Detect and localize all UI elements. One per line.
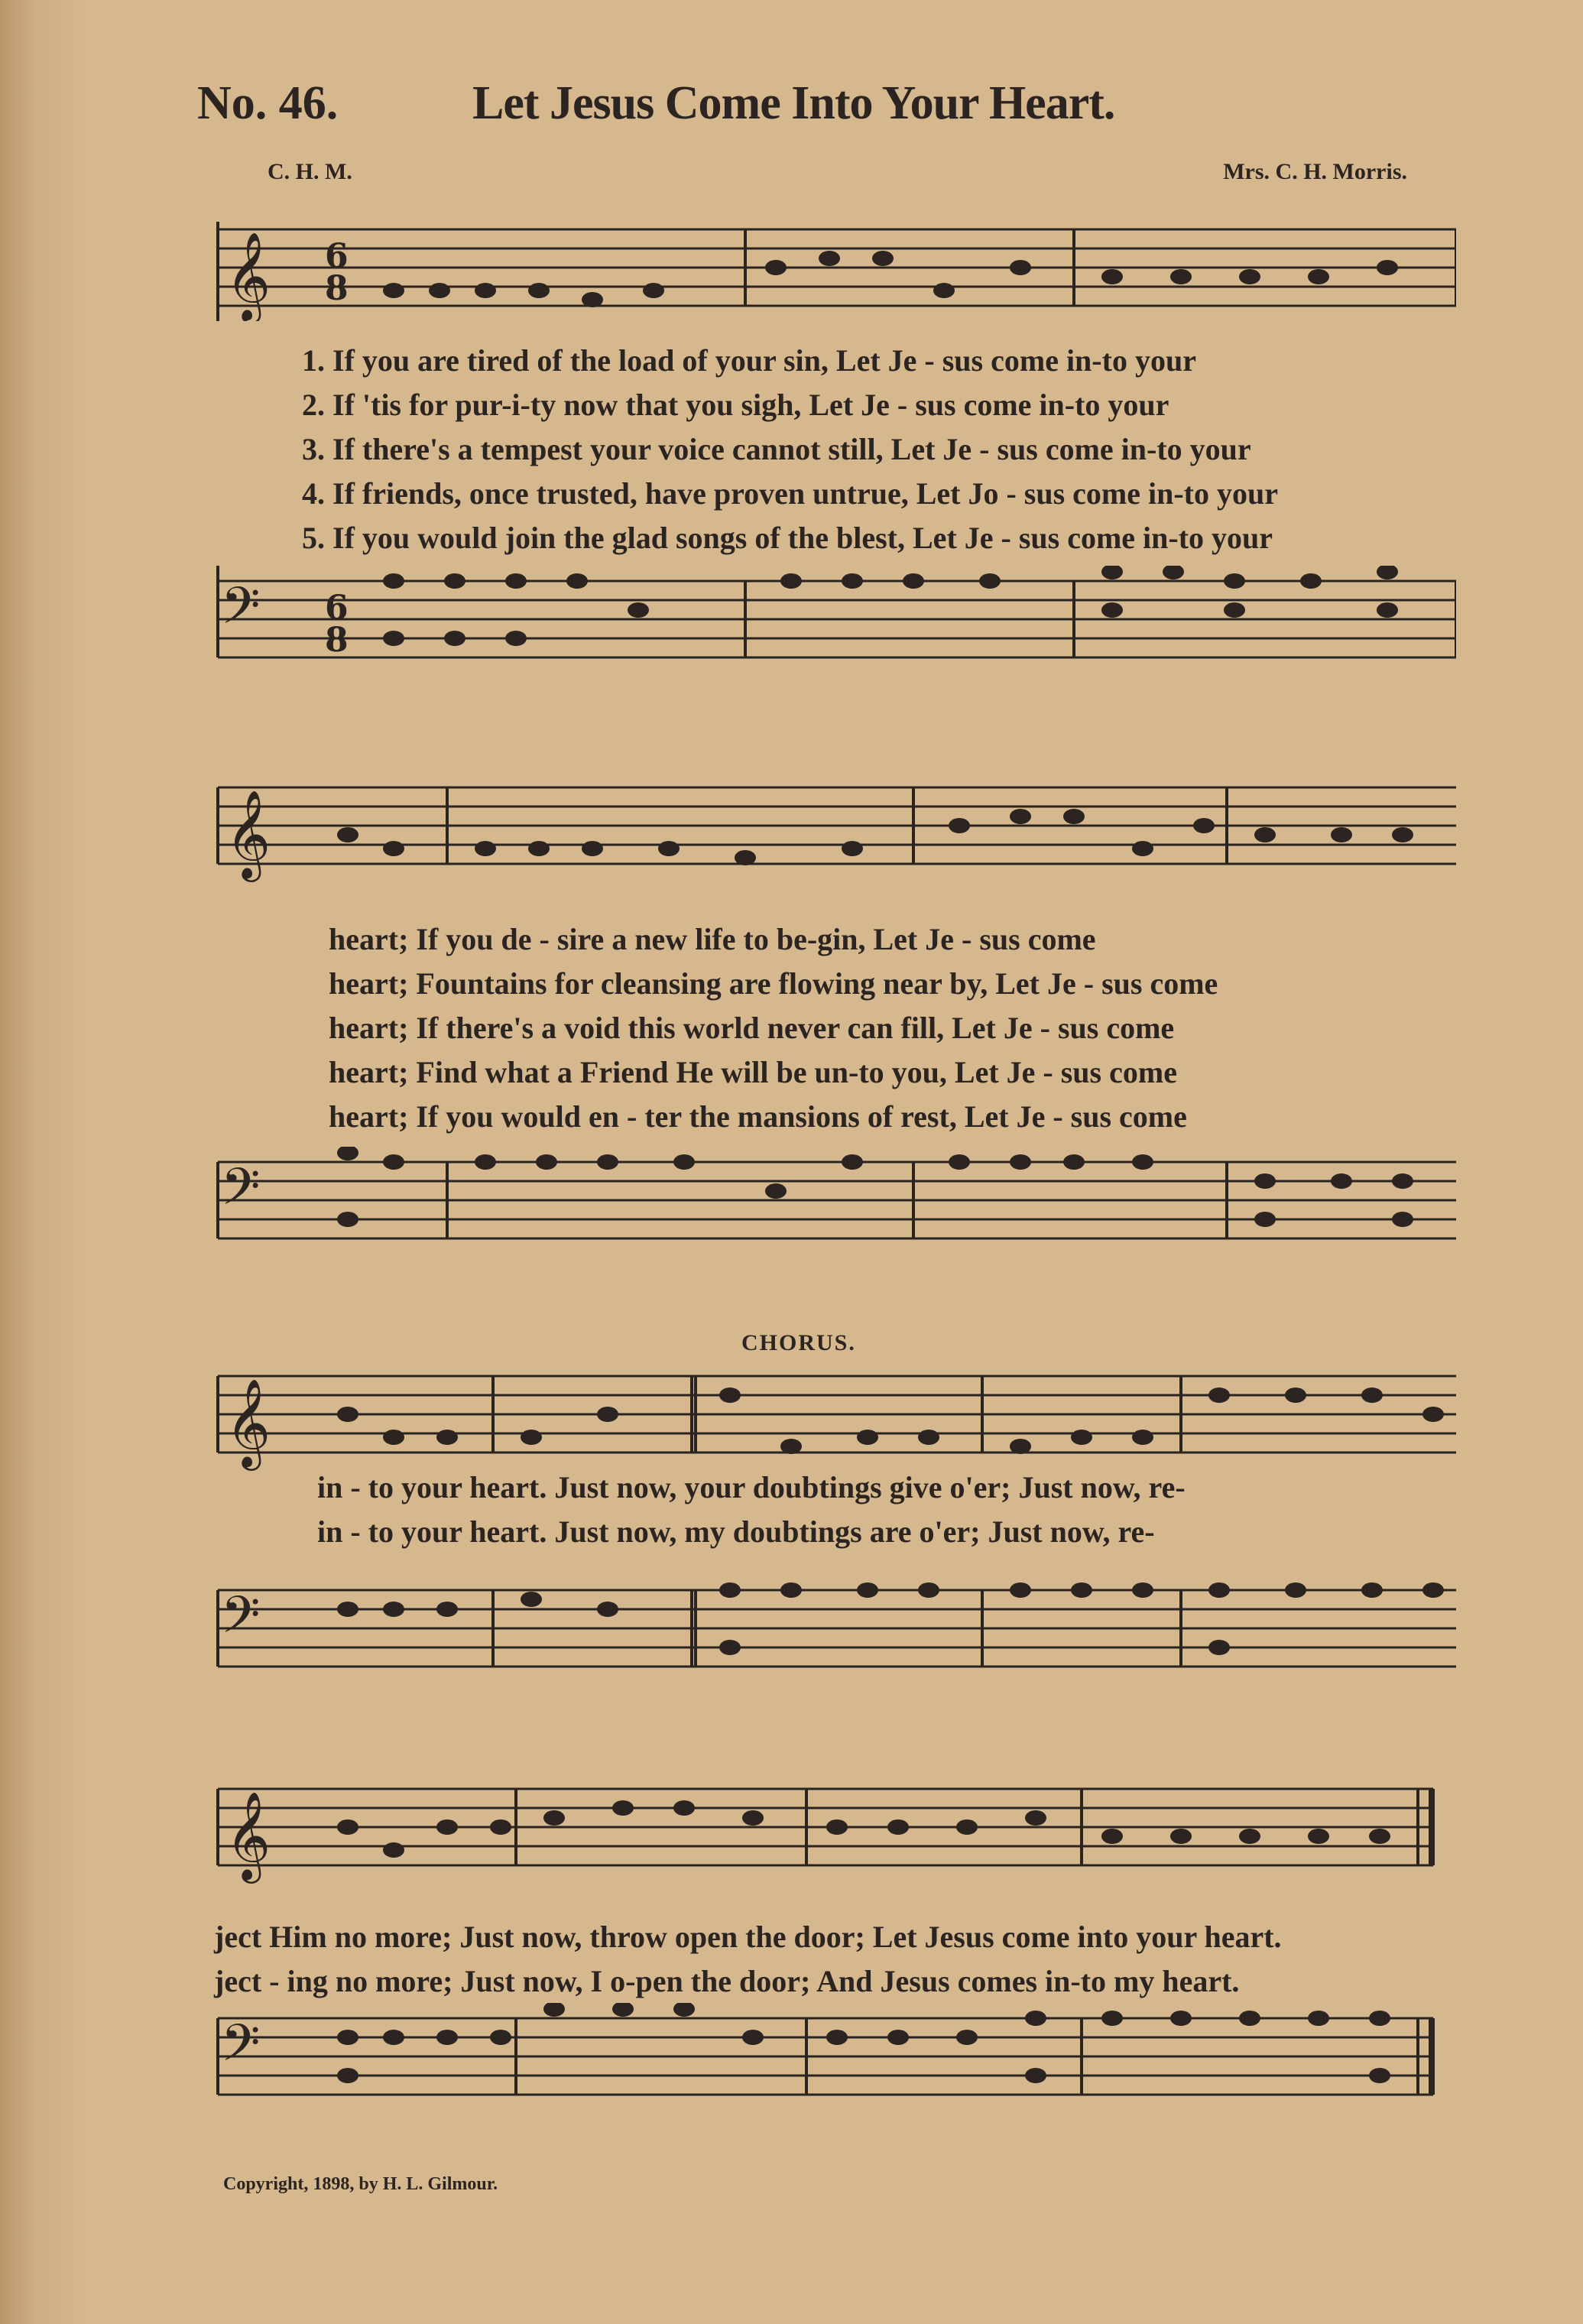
page-edge bbox=[0, 0, 92, 2324]
bass-staff bbox=[195, 566, 1456, 703]
title-row bbox=[197, 76, 1512, 145]
chorus-lyrics bbox=[317, 1469, 1456, 1558]
lyric-line: heart; Find what a Friend He will be un-to you, Let Je - sus come bbox=[329, 1055, 1177, 1089]
music-system-4 bbox=[195, 1758, 1456, 2156]
lyric-line: 4. If friends, once trusted, have proven untrue, Let Jo - sus come in-to your bbox=[302, 476, 1278, 511]
lyric-line: heart; If there's a void this world never can fill, Let Je - sus come bbox=[329, 1011, 1175, 1045]
hymn-number: No. 46. bbox=[197, 77, 339, 129]
bass-staff bbox=[195, 1147, 1456, 1284]
svg-text:6: 6 bbox=[325, 589, 349, 628]
lyric-line: in - to your heart. Just now, your doubtings give o'er; Just now, re- bbox=[317, 1470, 1186, 1504]
lyric-line: heart; Fountains for cleansing are flowing near by, Let Je - sus come bbox=[329, 966, 1218, 1001]
lyric-line: heart; If you would en - ter the mansions of rest, Let Je - sus come bbox=[329, 1099, 1187, 1134]
bass-staff bbox=[195, 1575, 1456, 1712]
words-credit: C. H. M. bbox=[268, 159, 352, 184]
copyright-notice: Copyright, 1898, by H. L. Gilmour. bbox=[223, 2174, 498, 2194]
svg-text:𝄢: 𝄢 bbox=[221, 1157, 261, 1229]
verse-lyrics bbox=[302, 342, 1456, 564]
lyric-line: ject Him no more; Just now, throw open the door; Let Jesus come into your heart. bbox=[214, 1920, 1282, 1954]
svg-text:8: 8 bbox=[325, 269, 349, 308]
svg-text:𝄢: 𝄢 bbox=[221, 1586, 261, 1657]
lyric-line: heart; If you de - sire a new life to be-gin, Let Je - sus come bbox=[329, 922, 1096, 956]
bass-staff bbox=[195, 2003, 1456, 2156]
lyric-line: 1. If you are tired of the load of your sin, Let Je - sus come in-to your bbox=[302, 343, 1196, 378]
treble-staff bbox=[195, 214, 1456, 321]
music-credit: Mrs. C. H. Morris. bbox=[1223, 159, 1407, 184]
lyric-line: ject - ing no more; Just now, I o-pen the door; And Jesus comes in-to my heart. bbox=[214, 1964, 1240, 1998]
svg-text:𝄞: 𝄞 bbox=[225, 231, 271, 320]
treble-staff bbox=[195, 1774, 1456, 1896]
svg-text:𝄞: 𝄞 bbox=[225, 1378, 271, 1467]
svg-text:𝄞: 𝄞 bbox=[225, 789, 271, 878]
lyric-line: 5. If you would join the glad songs of the blest, Let Je - sus come in-to your bbox=[302, 521, 1273, 555]
music-system-1 bbox=[195, 199, 1456, 703]
svg-text:𝄞: 𝄞 bbox=[225, 1790, 271, 1880]
hymn-title: Let Jesus Come Into Your Heart. bbox=[472, 77, 1115, 129]
lyric-line: 2. If 'tis for pur-i-ty now that you sigh, Let Je - sus come in-to your bbox=[302, 388, 1169, 422]
chorus-label: CHORUS. bbox=[741, 1330, 856, 1355]
treble-staff bbox=[195, 772, 1456, 925]
music-system-2 bbox=[195, 757, 1456, 1292]
music-system-3 bbox=[195, 1330, 1456, 1728]
lyric-line: 3. If there's a tempest your voice cannot still, Let Je - sus come in-to your bbox=[302, 432, 1251, 466]
verse-lyrics bbox=[329, 921, 1456, 1143]
treble-staff bbox=[195, 1361, 1456, 1483]
lyric-line: in - to your heart. Just now, my doubtings are o'er; Just now, re- bbox=[317, 1514, 1155, 1549]
svg-text:𝄢: 𝄢 bbox=[221, 576, 261, 648]
svg-text:𝄢: 𝄢 bbox=[221, 2014, 261, 2085]
chorus-lyrics bbox=[214, 1919, 1456, 2008]
svg-text:8: 8 bbox=[325, 621, 349, 660]
svg-text:6: 6 bbox=[325, 237, 349, 276]
